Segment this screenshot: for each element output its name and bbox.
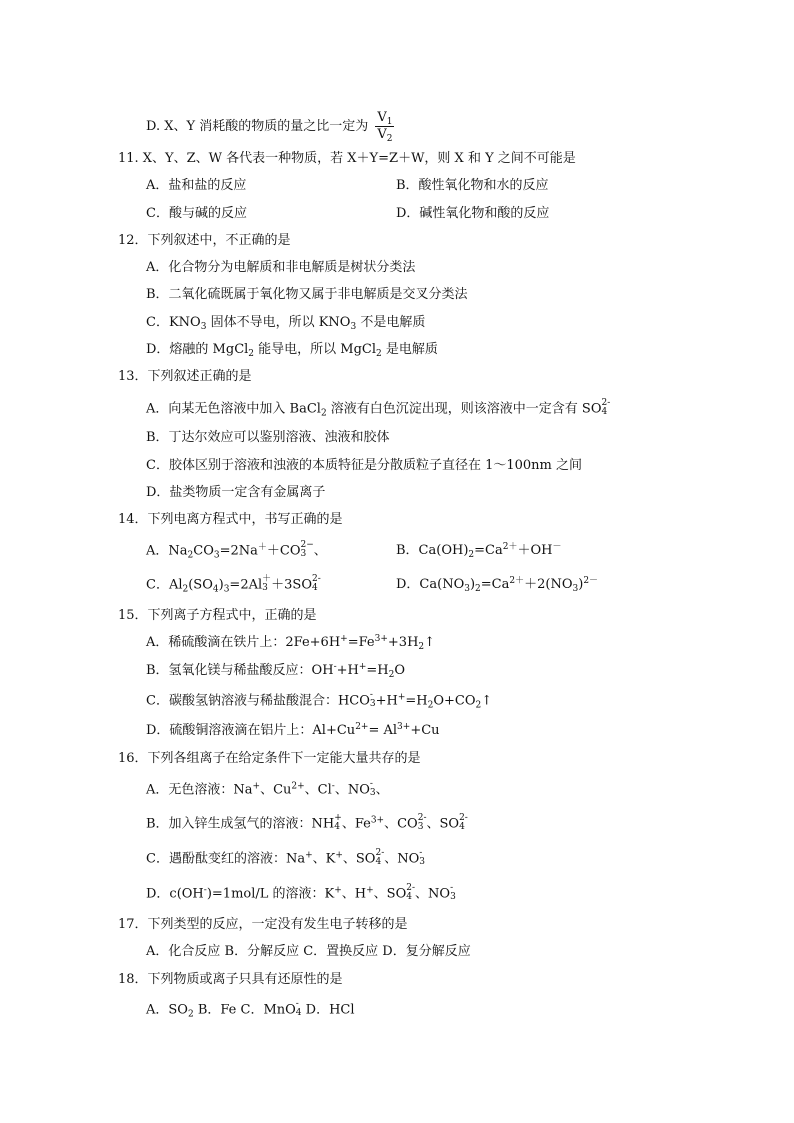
superscript: 2+	[291, 781, 305, 792]
question-line	[118, 971, 343, 989]
text-run: C．酸与碱的反应	[146, 206, 247, 221]
charge: 2-	[459, 813, 468, 823]
text-run: =Ca	[474, 543, 503, 558]
superscript: 3+	[374, 634, 388, 644]
count: 4	[334, 822, 340, 832]
text-run: A．向某无色溶液中加入 BaCl	[146, 401, 321, 417]
superscript: +	[397, 692, 406, 703]
text-run: +H	[336, 663, 359, 678]
subscript: 3	[350, 322, 357, 332]
text-run: D．盐类物质一定含有金属离子	[146, 485, 326, 500]
text-run: 溶液有白色沉淀出现，则该溶液中一定含有 SO	[326, 401, 602, 417]
subscript: 4	[212, 584, 219, 595]
superscript: 2＋	[502, 542, 518, 552]
question-line	[118, 368, 252, 386]
question-line	[118, 232, 291, 250]
text-run: O	[394, 663, 406, 678]
text-run: D．Ca(NO	[396, 577, 465, 592]
text-run: ＋CO	[266, 543, 301, 559]
subscript: 2	[468, 550, 475, 560]
text-run: 、H	[341, 886, 367, 902]
text-run: =2Al	[229, 577, 263, 593]
text-run: 、K	[312, 851, 336, 867]
text-run: A．稀硫酸滴在铁片上：2Fe+6H	[146, 635, 341, 650]
question-line	[146, 722, 440, 740]
count: 3	[262, 583, 268, 593]
superscript: -	[333, 662, 337, 672]
question-line	[146, 286, 468, 304]
charge-stack	[419, 849, 425, 867]
text-run: 是电解质	[381, 342, 438, 357]
question-line	[146, 341, 438, 359]
text-run: A．盐和盐的反应	[146, 178, 247, 193]
text-run: A．化合反应 B．分解反应 C．置换反应 D．复分解反应	[146, 944, 471, 959]
text-run: A．SO	[146, 1002, 188, 1018]
text-run: 、Cu	[260, 782, 292, 798]
count: 3	[450, 892, 456, 902]
charge-stack	[334, 814, 342, 832]
superscript: +	[340, 634, 348, 644]
text-run: D．熔融的 MgCl	[146, 342, 249, 357]
charge-stack	[296, 1000, 302, 1018]
superscript: 2+	[355, 722, 369, 732]
charge-stack	[406, 884, 415, 902]
text-run: D. X、Y 消耗酸的物质的量之比一定为	[146, 119, 373, 134]
charge-stack	[301, 541, 314, 559]
text-run: +3H	[387, 635, 419, 650]
question-line	[118, 916, 408, 934]
text-run: 、NO	[334, 782, 370, 798]
question-line	[146, 110, 394, 143]
text-run: A．Na	[146, 543, 188, 559]
count: 3	[419, 857, 426, 867]
superscript: +	[252, 781, 261, 792]
text-run: 、NO	[415, 886, 451, 902]
text-run: 、Fe	[341, 816, 371, 832]
subscript: 2	[386, 134, 393, 144]
question-line	[146, 542, 327, 561]
subscript: 3	[200, 322, 207, 332]
question-line	[118, 607, 317, 625]
superscript: 3+	[397, 722, 411, 732]
text-run: ↑	[424, 635, 436, 650]
fraction	[375, 110, 394, 143]
subscript: 3	[223, 584, 230, 595]
text-run: 17．下列类型的反应，一定没有发生电子转移的是	[118, 917, 408, 932]
charge: -	[450, 883, 454, 893]
charge-stack	[602, 399, 611, 417]
subscript: 3	[213, 550, 220, 561]
text-run: ＋OH	[517, 543, 553, 558]
text-run: 、Cl	[304, 782, 332, 798]
count: 3	[369, 699, 376, 709]
question-line	[118, 511, 343, 529]
question-line	[118, 150, 576, 168]
text-run: 不是电解质	[356, 315, 426, 330]
question-line	[146, 815, 468, 834]
text-run: 、SO	[342, 851, 376, 867]
question-line	[146, 457, 582, 475]
charge: +	[334, 813, 342, 823]
question-line	[146, 1001, 355, 1020]
subscript: 2	[320, 408, 327, 419]
text-run: A．无色溶液：Na	[146, 782, 253, 798]
question-line	[146, 662, 405, 680]
subscript: 3	[464, 584, 470, 594]
question-line	[146, 634, 435, 652]
text-run: C．胶体区别于溶液和浊液的本质特征是分散质粒子直径在 1～100nm 之间	[146, 458, 582, 473]
question-line	[118, 750, 421, 768]
question-line	[146, 692, 492, 711]
charge-stack	[418, 814, 427, 832]
subscript: 2	[475, 584, 481, 594]
subscript: 2	[248, 349, 255, 359]
question-line	[146, 314, 425, 332]
text-run: 、NO	[384, 851, 420, 867]
text-run: D．硫酸铜溶液滴在铝片上：Al+Cu	[146, 723, 356, 738]
question-line	[146, 850, 425, 869]
text-run: D．碱性氧化物和酸的反应	[396, 206, 550, 221]
text-run: )	[218, 577, 224, 593]
text-run: )	[578, 577, 584, 592]
charge-stack	[262, 575, 271, 593]
charge: ＋	[262, 574, 272, 584]
text-run: 15．下列离子方程式中，正确的是	[118, 608, 317, 623]
subscript: 2	[376, 349, 382, 359]
text-run: 16．下列各组离子在给定条件下一定能大量共存的是	[118, 751, 421, 766]
charge-stack	[370, 780, 376, 798]
text-run: 、SO	[426, 816, 460, 832]
text-run: ＋2(NO	[524, 577, 573, 592]
text-run: 固体不导电，所以 KNO	[206, 315, 351, 330]
text-run: C．遇酚酞变红的溶液：Na	[146, 851, 306, 867]
text-run: )=1mol/L 的溶液：K	[206, 886, 335, 902]
text-run: D．c(OH	[146, 886, 204, 902]
superscript: +	[366, 885, 374, 896]
text-run: B．二氧化硫既属于氧化物又属于非电解质是交叉分类法	[146, 287, 468, 302]
question-line	[146, 781, 389, 800]
superscript: 2＋	[509, 576, 525, 586]
question-line	[146, 429, 390, 447]
text-run: B．氢氧化镁与稀盐酸反应：OH	[146, 663, 334, 678]
text-run: D．HCl	[301, 1002, 355, 1018]
count: 4	[295, 1008, 302, 1018]
var: V	[377, 127, 387, 142]
superscript: －	[552, 542, 562, 552]
count: 4	[312, 583, 318, 593]
question-line	[396, 205, 549, 223]
text-run: 、SO	[373, 886, 407, 902]
subscript: 2	[427, 700, 434, 711]
text-run: C．Al	[146, 577, 183, 593]
text-run: B．Ca(OH)	[396, 543, 469, 558]
question-line	[396, 177, 549, 195]
charge: 2-	[312, 574, 321, 584]
text-run: C．KNO	[146, 315, 201, 330]
text-run: =H	[366, 663, 389, 678]
text-run: 能导电，所以 MgCl	[254, 342, 377, 357]
text-run: ＋3SO	[271, 577, 312, 593]
subscript: 2	[475, 700, 482, 711]
text-run: +H	[375, 693, 398, 709]
text-run: )	[469, 577, 476, 592]
charge: 2-	[406, 883, 416, 893]
charge-stack	[375, 849, 384, 867]
count: 4	[459, 822, 465, 832]
text-run: 12．下列叙述中，不正确的是	[118, 233, 291, 248]
charge-stack	[459, 814, 468, 832]
question-line	[146, 484, 325, 502]
text-run: 18．下列物质或离子只具有还原性的是	[118, 972, 343, 987]
count: 4	[601, 407, 608, 417]
text-run: 11. X、Y、Z、W 各代表一种物质，若 X＋Y=Z＋W，则 X 和 Y 之间不可能是	[118, 151, 576, 166]
subscript: 3	[572, 584, 579, 594]
text-run: 、	[375, 782, 389, 798]
charge: -	[295, 999, 299, 1009]
subscript: 2	[418, 642, 425, 652]
question-line	[146, 885, 456, 904]
charge: 2-	[601, 398, 611, 408]
charge: 2-	[417, 813, 427, 823]
subscript: 2	[388, 670, 395, 680]
text-run: 14．下列电离方程式中，书写正确的是	[118, 512, 343, 527]
subscript: 2	[187, 550, 194, 561]
text-run: CO	[193, 543, 214, 559]
charge: 2-	[375, 848, 385, 858]
question-line	[146, 177, 246, 195]
text-run: B．丁达尔效应可以鉴别溶液、浊液和胶体	[146, 430, 390, 445]
superscript: +	[358, 662, 367, 672]
var: V	[377, 110, 387, 125]
text-run: +Cu	[410, 723, 440, 738]
superscript: 2－	[583, 576, 599, 586]
charge: 2−	[300, 540, 314, 550]
denominator	[375, 127, 394, 143]
subscript: 2	[182, 584, 189, 595]
superscript: +	[305, 850, 313, 861]
subscript: 1	[386, 117, 393, 127]
text-run: =H	[405, 693, 428, 709]
superscript: +	[334, 885, 342, 896]
superscript: ＋	[257, 542, 267, 553]
text-run: B．Fe C．MnO	[193, 1002, 296, 1018]
text-run: 、CO	[384, 816, 418, 832]
superscript: 3+	[370, 815, 385, 826]
superscript: +	[335, 850, 343, 861]
charge-stack	[450, 884, 456, 902]
text-run: O+CO	[433, 693, 476, 709]
charge-stack	[312, 575, 321, 593]
text-run: =2Na	[219, 543, 258, 559]
text-run: =Fe	[347, 635, 375, 650]
count: 4	[406, 892, 412, 902]
text-run: ↑	[481, 693, 493, 709]
charge: -	[369, 779, 373, 789]
text-run: = Al	[368, 723, 398, 738]
charge: -	[369, 690, 373, 700]
question-line	[146, 943, 471, 961]
question-line	[146, 259, 415, 277]
count: 3	[369, 788, 376, 798]
numerator	[375, 110, 394, 127]
text-run: 、	[313, 543, 327, 559]
superscript: -	[203, 885, 207, 896]
question-line	[146, 400, 610, 419]
text-run: A．化合物分为电解质和非电解质是树状分类法	[146, 260, 416, 275]
question-line	[396, 576, 598, 594]
charge-stack	[370, 691, 376, 709]
count: 3	[300, 549, 307, 559]
question-line	[396, 542, 561, 560]
text-run: 13．下列叙述正确的是	[118, 369, 252, 384]
text-run: B．加入锌生成氢气的溶液：NH	[146, 816, 335, 832]
superscript: -	[331, 781, 335, 792]
charge: -	[419, 848, 423, 858]
count: 3	[417, 822, 424, 832]
text-run: C．碳酸氢钠溶液与稀盐酸混合：HCO	[146, 693, 370, 709]
question-line	[146, 576, 321, 595]
subscript: 2	[187, 1009, 194, 1020]
text-run: (SO	[188, 577, 213, 593]
question-line	[146, 205, 247, 223]
text-run: B．酸性氧化物和水的反应	[396, 178, 549, 193]
count: 4	[375, 857, 382, 867]
text-run: =Ca	[480, 577, 510, 592]
